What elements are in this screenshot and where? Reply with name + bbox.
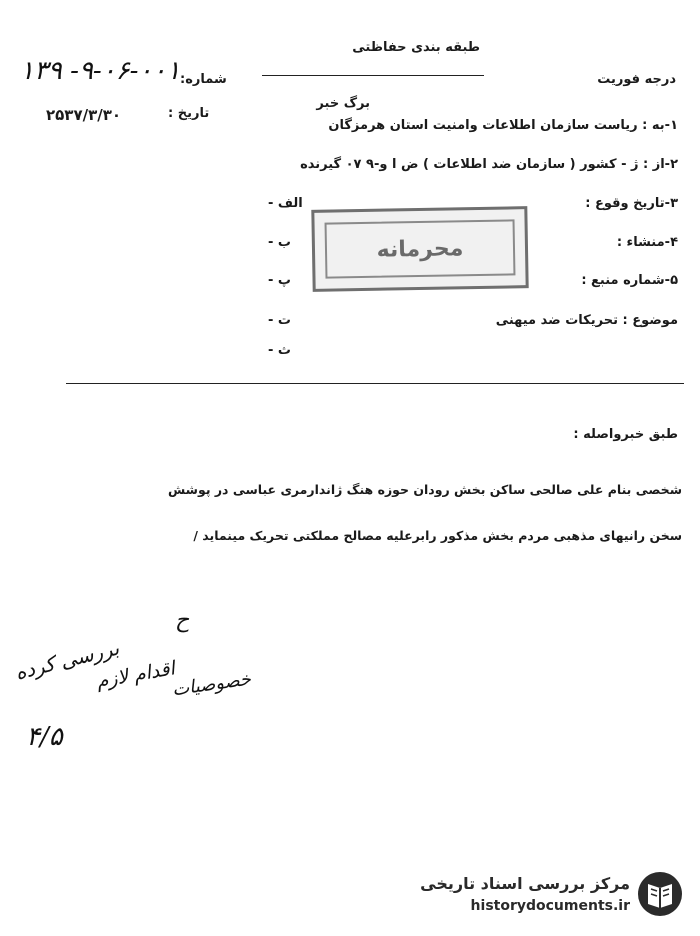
main-divider [66,383,684,384]
origin-line: ۴-منشاء : [616,235,678,250]
letter-pe: پ - [268,273,291,288]
date-value: ۲۵۳۷/۳/۳۰ [46,106,122,124]
date-label: تاریخ : [168,106,210,121]
top-divider [262,75,484,76]
handwritten-line-b: اقدام لازم [94,657,177,693]
body-intro: طبق خبرواصله : [573,427,678,442]
from-line: ۲-از : ژ - کشور ( سازمان ضد اطلاعات ) ض ا و-۹ ۰۷ گیرنده [300,157,678,172]
to-line: ۱-به : ریاست سازمان اطلاعات وامنیت استان هرمزگان [328,118,678,133]
number-label: شماره: [180,72,227,87]
priority-label: درجه فوریت [597,72,676,87]
handwritten-line-a: بررسی کرده [12,635,122,685]
watermark-site: historydocuments.ir [470,898,630,914]
letter-alef: الف - [268,196,303,211]
letter-be: ب - [268,235,291,250]
body-line-2: سخن رانیهای مذهبی مردم بخش مذکور رابرعلیه مصالح مملکتی تحریک مینماید / [193,528,682,543]
handwritten-initial: ح [175,608,190,633]
source-number-line: ۵-شماره منبع : [581,273,678,288]
body-line-1: شخصی بنام علی صالحی ساکن بخش رودان حوزه هنگ ژاندارمری عباسی در پوشش [168,482,682,497]
handwritten-marker: ۴/۵ [26,722,63,752]
number-value: ۱۳۹ -۹-۰۶-۰۰۱ [20,56,181,86]
book-logo-icon [636,870,684,918]
handwritten-line-c: خصوصیات [170,668,253,701]
confidential-stamp [311,206,528,292]
subject-line: موضوع : تحریکات ضد میهنی [495,313,678,328]
watermark [418,868,688,924]
form-title: برگ خبر [316,96,370,111]
watermark-title: مرکز بررسی اسناد تاریخی [420,874,630,893]
stamp-text: محرمانه [325,219,516,278]
event-date-line: ۳-تاریخ وقوع : [585,196,678,211]
letter-te: ت - [268,313,291,328]
classification-label: طبقه بندی حفاظتی [352,40,480,55]
letter-se: ث - [268,343,291,358]
